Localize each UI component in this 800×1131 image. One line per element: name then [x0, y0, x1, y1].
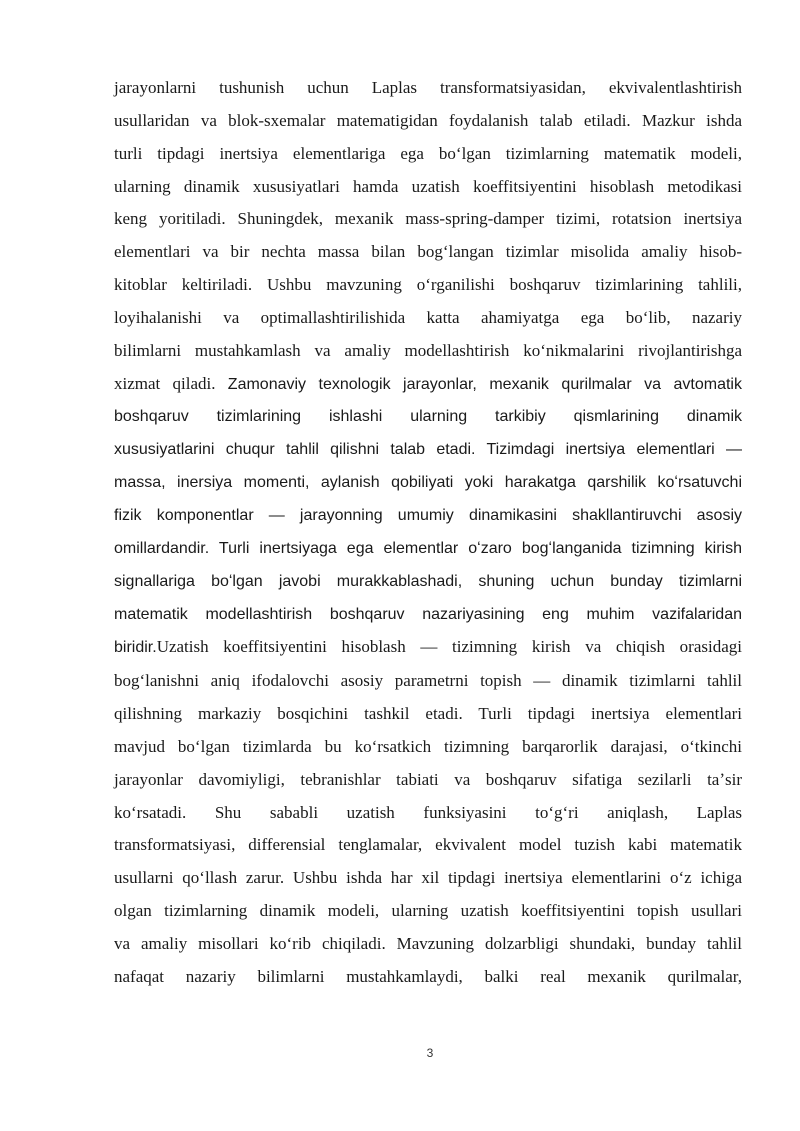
text-line: va amaliy misollari koʻrib chiqiladi. Mavzuning dolzarbligi shundaki, bunday tahlil	[114, 933, 742, 953]
text-line: jarayonlar davomiyligi, tebranishlar tabiati va boshqaruv sifatiga sezilarli taʼsir	[114, 769, 742, 789]
text-line: matematik modellashtirish boshqaruv nazariyasining eng muhim vazifalaridan	[114, 605, 742, 623]
body-text	[114, 72, 742, 994]
text-line: turli tipdagi inertsiya elementlariga ega boʻlgan tizimlarning matematik modeli,	[114, 143, 742, 163]
text-line: massa, inersiya momenti, aylanish qobiliyati yoki harakatga qarshilik koʻrsatuvchi	[114, 474, 742, 492]
text-line	[114, 368, 742, 402]
text-line: bogʻlanishni aniq ifodalovchi asosiy parametrni topish — dinamik tizimlarni tahlil	[114, 671, 742, 691]
text-line: olgan tizimlarning dinamik modeli, ularning uzatish koeffitsiyentini topish usullari	[114, 901, 742, 921]
text-segment: biridir.	[114, 639, 157, 657]
text-line: usullarni qoʻllash zarur. Ushbu ishda har xil tipdagi inertsiya elementlarini oʻz ichiga	[114, 868, 742, 888]
text-line	[114, 631, 742, 665]
text-segment: Uzatish koeffitsiyentini hisoblash — tizimning kirish va chiqish orasidagi	[156, 637, 742, 657]
page-number: 3	[426, 1046, 434, 1060]
text-line: transformatsiyasi, differensial tenglamalar, ekvivalent model tuzish kabi matematik	[114, 835, 742, 855]
text-line: mavjud boʻlgan tizimlarda bu koʻrsatkich tizimning barqarorlik darajasi, oʻtkinchi	[114, 736, 742, 756]
text-line: keng yoritiladi. Shuningdek, mexanik mass-spring-damper tizimi, rotatsion inertsiya	[114, 209, 742, 229]
text-line: kitoblar keltiriladi. Ushbu mavzuning oʻrganilishi boshqaruv tizimlarining tahlili,	[114, 275, 742, 295]
text-line: loyihalanishi va optimallashtirilishida katta ahamiyatga ega boʻlib, nazariy	[114, 307, 742, 327]
text-line: ularning dinamik xususiyatlari hamda uzatish koeffitsiyentini hisoblash metodikasi	[114, 176, 742, 196]
text-line: bilimlarni mustahkamlash va amaliy modellashtirish koʻnikmalarini rivojlantirishga	[114, 340, 742, 360]
text-segment: Zamonaviy texnologik jarayonlar, mexanik qurilmalar va avtomatik	[227, 375, 742, 393]
text-line: elementlari va bir nechta massa bilan bogʻlangan tizimlar misolida amaliy hisob-	[114, 242, 742, 262]
text-line: nafaqat nazariy bilimlarni mustahkamlaydi, balki real mexanik qurilmalar,	[114, 966, 742, 986]
text-line: omillardandir. Turli inertsiyaga ega elementlar oʻzaro bogʻlanganida tizimning kirish	[114, 539, 742, 557]
text-line: qilishning markaziy bosqichini tashkil etadi. Turli tipdagi inertsiya elementlari	[114, 704, 742, 724]
text-line: xususiyatlarini chuqur tahlil qilishni talab etadi. Tizimdagi inertsiya elementlari —	[114, 441, 742, 459]
text-line: signallariga boʻlgan javobi murakkablashadi, shuning uchun bunday tizimlarni	[114, 572, 742, 590]
text-line: koʻrsatadi. Shu sababli uzatish funksiyasini toʻgʻri aniqlash, Laplas	[114, 802, 742, 822]
text-line: jarayonlarni tushunish uchun Laplas transformatsiyasidan, ekvivalentlashtirish	[114, 78, 742, 97]
text-line: usullaridan va blok-sxemalar matematigidan foydalanish talab etiladi. Mazkur ishda	[114, 110, 742, 130]
text-line: fizik komponentlar — jarayonning umumiy dinamikasini shakllantiruvchi asosiy	[114, 506, 742, 524]
text-line: boshqaruv tizimlarining ishlashi ularning tarkibiy qismlarining dinamik	[114, 408, 742, 426]
text-segment: xizmat qiladi.	[114, 373, 228, 393]
